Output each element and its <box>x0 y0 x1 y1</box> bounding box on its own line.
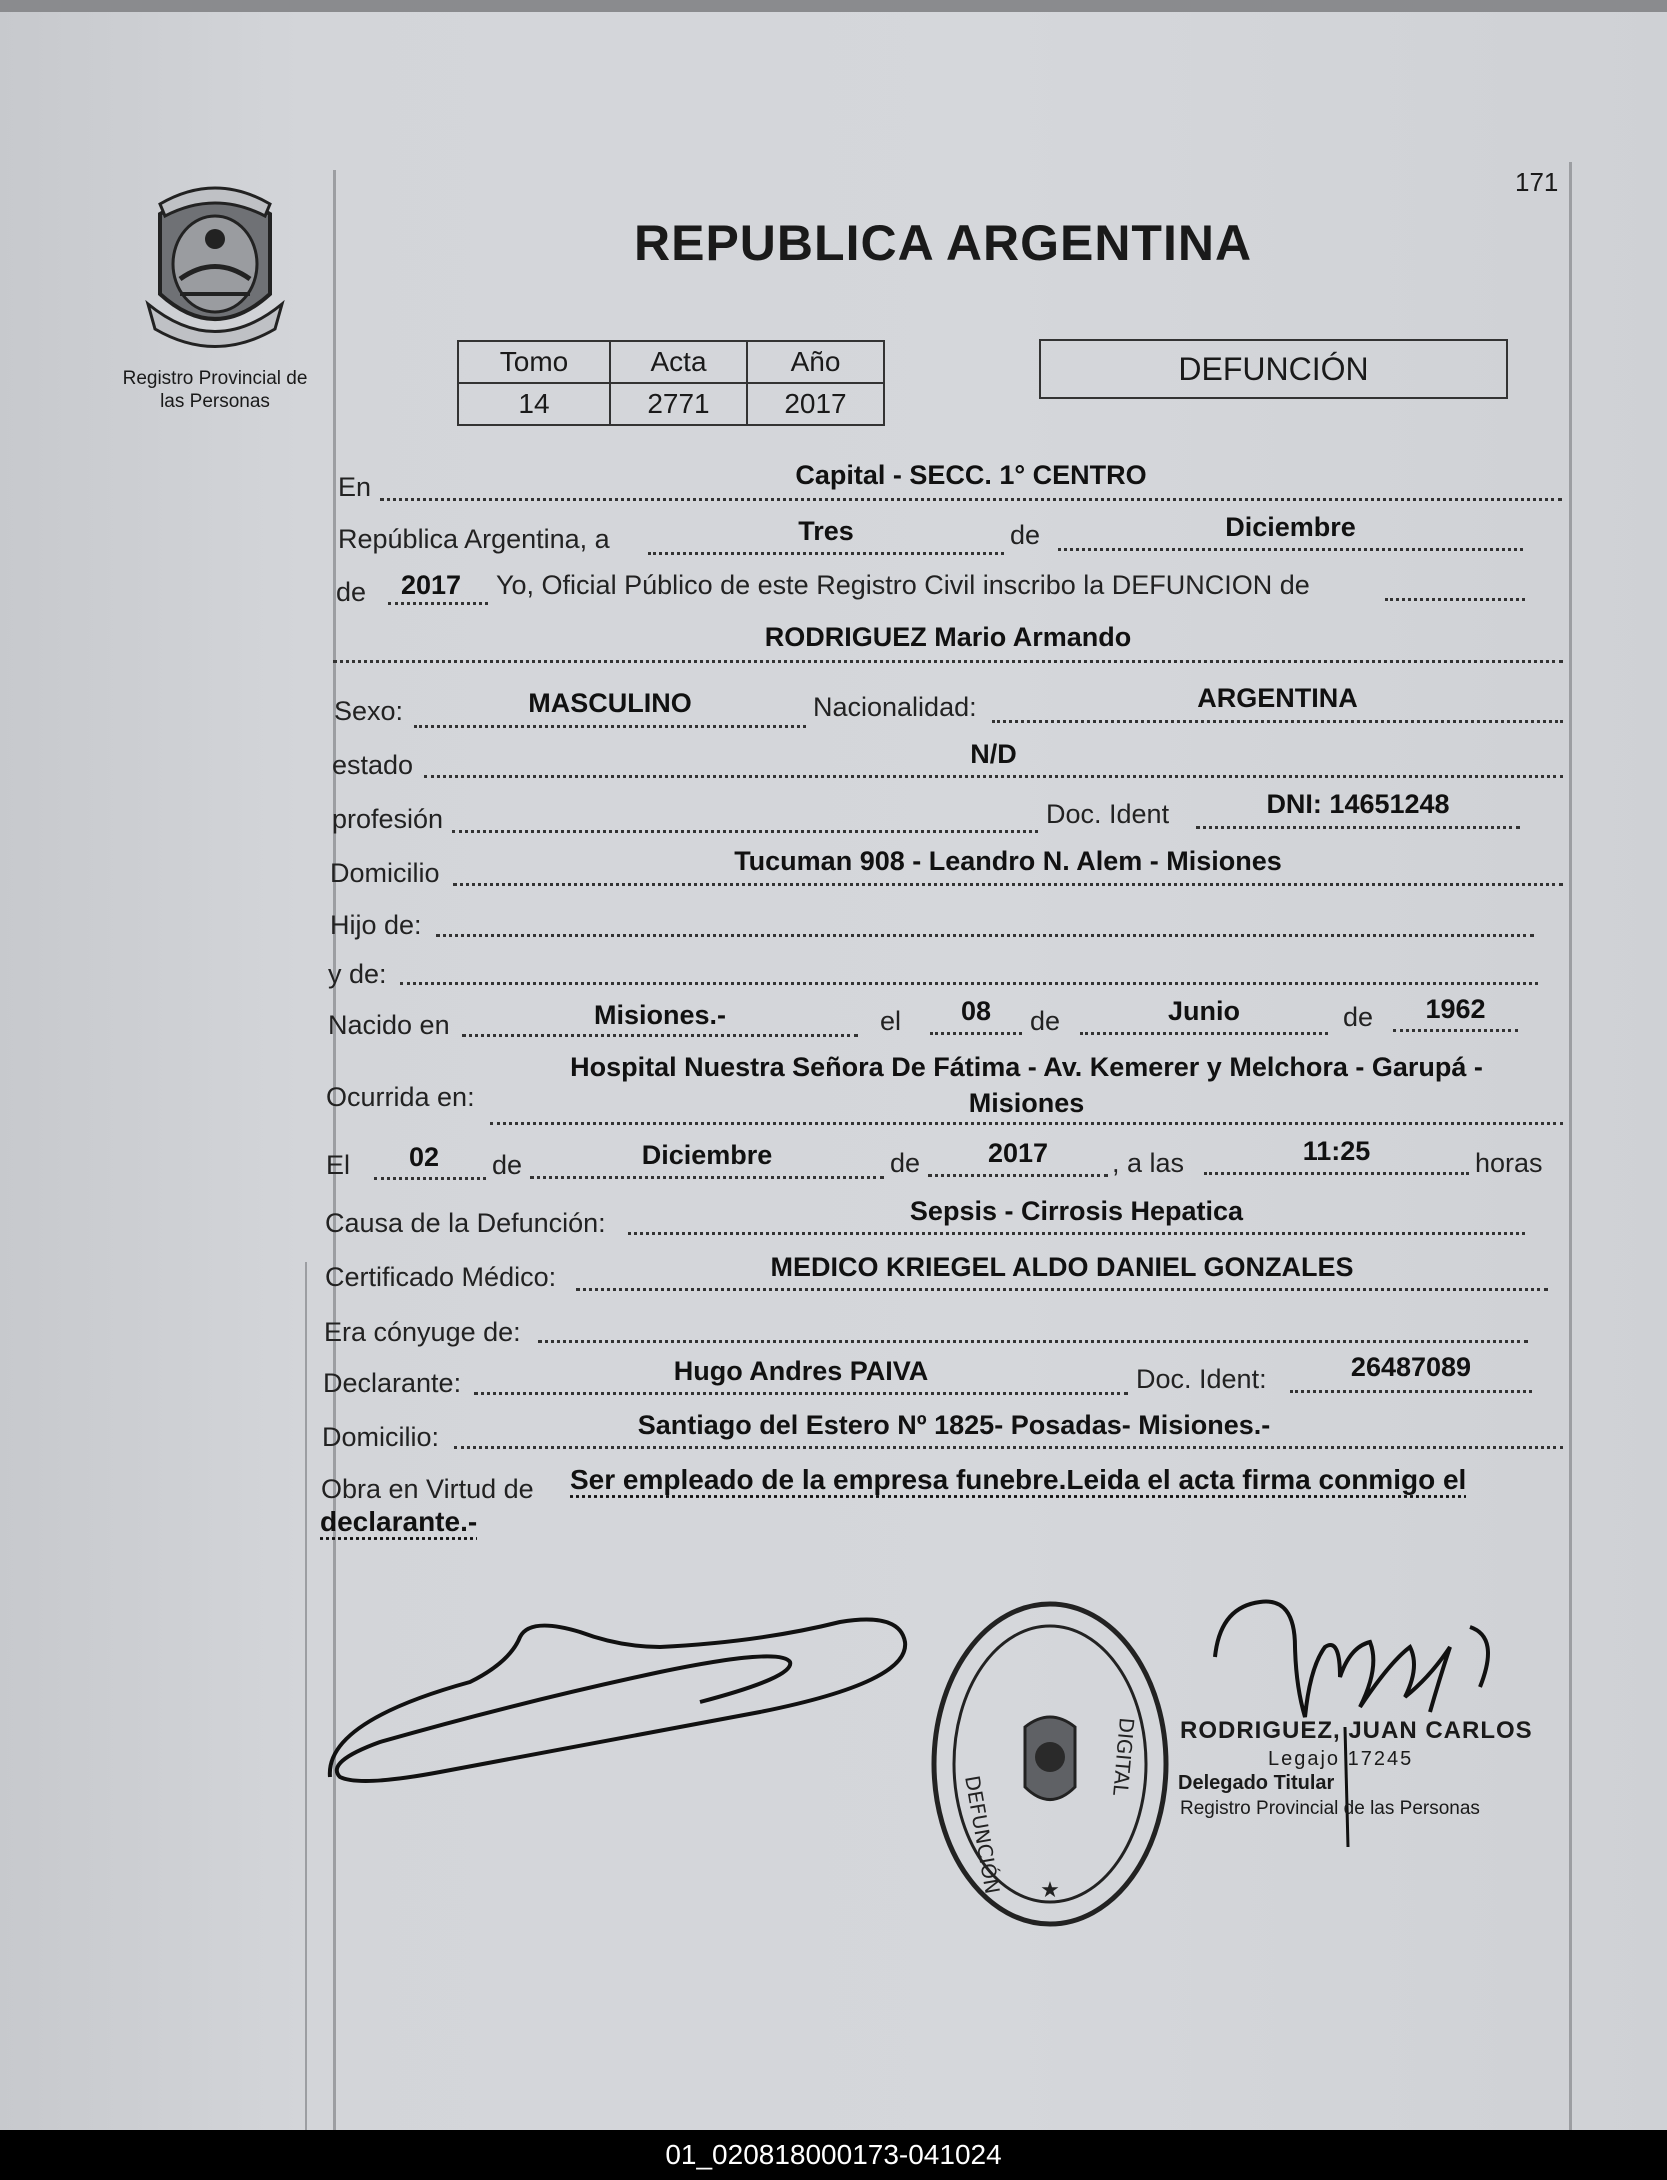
line-mes <box>1058 548 1523 551</box>
label-republica: República Argentina, a <box>338 524 610 554</box>
registry-line-2: las Personas <box>160 391 270 412</box>
line-domicilio-decl <box>454 1446 1563 1449</box>
label-yo-oficial: Yo, Oficial Público de este Registro Civil inscribo la DEFUNCION de <box>496 570 1310 600</box>
label-de-4: de <box>1343 1002 1374 1032</box>
value-nacionalidad: ARGENTINA <box>1197 683 1358 713</box>
line-declarante <box>474 1392 1128 1395</box>
label-de-6: de <box>890 1148 921 1178</box>
value-domicilio-decl: Santiago del Estero Nº 1825- Posadas- Misiones.- <box>637 1410 1271 1440</box>
ref-value-tomo: 14 <box>458 383 610 425</box>
line-nac-anio <box>1393 1029 1518 1032</box>
ref-value-anio: 2017 <box>747 383 884 425</box>
line-doc-ident <box>1196 826 1520 829</box>
value-declarante-doc: 26487089 <box>1350 1352 1472 1382</box>
registry-line-1: Registro Provincial de <box>122 368 308 389</box>
label-de-5: de <box>492 1150 523 1180</box>
label-declarante: Declarante: <box>323 1368 462 1398</box>
official-registro: Registro Provincial de las Personas <box>1180 1798 1480 1819</box>
line-en <box>380 498 1562 501</box>
page-title: REPUBLICA ARGENTINA <box>634 215 1253 271</box>
official-cargo: Delegado Titular <box>1178 1772 1335 1794</box>
label-domicilio: Domicilio <box>330 858 440 888</box>
label-hijo-de: Hijo de: <box>330 910 422 940</box>
label-nacionalidad: Nacionalidad: <box>813 692 977 722</box>
official-legajo: Legajo 17245 <box>1268 1748 1414 1770</box>
value-nac-dia: 08 <box>960 996 992 1026</box>
right-margin-line <box>1569 162 1572 2130</box>
page-number: 171 <box>1515 167 1559 197</box>
value-mes: Diciembre <box>1225 512 1356 542</box>
label-doc-ident-2: Doc. Ident: <box>1136 1364 1267 1394</box>
file-code-bar <box>0 2130 1667 2180</box>
value-def-anio: 2017 <box>987 1138 1049 1168</box>
left-margin-line-lower <box>305 1262 307 2130</box>
line-nombre <box>333 660 1563 663</box>
label-de-1: de <box>1010 520 1041 550</box>
label-estado: estado <box>332 750 414 780</box>
label-conyuge: Era cónyuge de: <box>324 1317 521 1347</box>
value-doc-ident: DNI: 14651248 <box>1266 789 1450 819</box>
official-seal-icon <box>925 1597 1175 1932</box>
label-profesion: profesión <box>332 804 444 834</box>
value-obra-l2: declarante.- <box>320 1506 478 1537</box>
ref-header-anio: Año <box>747 341 884 383</box>
value-nacido-en: Misiones.- <box>593 1000 727 1030</box>
value-obra-l1: Ser empleado de la empresa funebre.Leida el acta firma conmigo el <box>570 1464 1467 1495</box>
document-type-box: DEFUNCIÓN <box>1039 339 1508 399</box>
value-ocurrida-l2: Misiones <box>968 1088 1085 1118</box>
line-anio <box>388 602 488 605</box>
scanner-edge <box>0 0 1667 12</box>
value-sexo: MASCULINO <box>528 688 692 718</box>
value-def-hora: 11:25 <box>1302 1136 1371 1166</box>
label-nacido-en: Nacido en <box>328 1010 450 1040</box>
line-hijo-de <box>436 934 1534 937</box>
ref-value-acta: 2771 <box>610 383 747 425</box>
svg-text:★: ★ <box>1040 1878 1060 1903</box>
svg-text:DEFUNCIÓN: DEFUNCIÓN <box>960 1773 1005 1896</box>
label-el: el <box>880 1006 902 1036</box>
line-def-mes <box>530 1176 884 1179</box>
label-de-2: de <box>336 577 367 607</box>
label-causa: Causa de la Defunción: <box>325 1208 606 1238</box>
svg-text:DIGITAL: DIGITAL <box>1108 1716 1139 1797</box>
value-nac-mes: Junio <box>1168 996 1240 1026</box>
value-certificado: MEDICO KRIEGEL ALDO DANIEL GONZALES <box>770 1252 1354 1282</box>
label-a-las: , a las <box>1112 1148 1185 1178</box>
value-causa: Sepsis - Cirrosis Hepatica <box>909 1196 1244 1226</box>
line-estado <box>424 775 1563 778</box>
label-en: En <box>338 472 372 502</box>
line-causa <box>628 1232 1525 1235</box>
line-dia <box>648 552 1004 555</box>
misiones-crest-icon <box>140 184 290 354</box>
value-def-dia: 02 <box>408 1142 440 1172</box>
value-def-mes: Diciembre <box>641 1140 773 1170</box>
label-certificado: Certificado Médico: <box>325 1262 557 1292</box>
label-El: El <box>326 1150 351 1180</box>
line-certificado <box>576 1288 1548 1291</box>
line-yo-oficial <box>1385 598 1525 601</box>
reference-table <box>457 340 885 426</box>
declarant-signature-icon <box>320 1602 920 1802</box>
value-nombre: RODRIGUEZ Mario Armando <box>764 622 1132 652</box>
label-sexo: Sexo: <box>334 696 404 726</box>
line-ocurrida <box>490 1122 1563 1125</box>
line-nac-mes <box>1080 1032 1328 1035</box>
value-dia: Tres <box>798 516 854 546</box>
label-horas: horas <box>1475 1148 1543 1178</box>
value-lugar: Capital - SECC. 1° CENTRO <box>795 460 1147 490</box>
line-profesion <box>452 830 1038 833</box>
value-domicilio: Tucuman 908 - Leandro N. Alem - Misiones <box>734 846 1282 876</box>
registry-caption <box>95 367 335 413</box>
value-anio: 2017 <box>400 570 462 600</box>
value-estado: N/D <box>970 739 1017 769</box>
label-ocurrida-en: Ocurrida en: <box>326 1082 475 1112</box>
label-obra: Obra en Virtud de <box>321 1474 534 1504</box>
value-ocurrida-l1: Hospital Nuestra Señora De Fátima - Av. Kemerer y Melchora - Garupá - <box>570 1052 1483 1082</box>
file-code: 01_020818000173-041024 <box>665 2139 1002 2170</box>
ref-header-acta: Acta <box>610 341 747 383</box>
official-name: RODRIGUEZ, JUAN CARLOS <box>1180 1717 1533 1744</box>
line-nac-dia <box>930 1032 1022 1035</box>
line-y-de <box>400 982 1538 985</box>
certificate-sheet <box>0 12 1667 2130</box>
line-def-dia <box>374 1177 486 1180</box>
label-doc-ident: Doc. Ident <box>1046 799 1170 829</box>
line-domicilio <box>453 883 1563 886</box>
value-nac-anio: 1962 <box>1425 994 1486 1024</box>
line-def-hora <box>1204 1172 1469 1175</box>
line-declarante-doc <box>1290 1390 1532 1393</box>
value-declarante: Hugo Andres PAIVA <box>673 1356 929 1386</box>
label-domicilio-2: Domicilio: <box>322 1422 440 1452</box>
line-def-anio <box>928 1174 1108 1177</box>
label-y-de: y de: <box>328 959 387 989</box>
line-conyuge <box>538 1340 1528 1343</box>
label-de-3: de <box>1030 1006 1061 1036</box>
line-nacionalidad <box>992 720 1563 723</box>
ref-header-tomo: Tomo <box>458 341 610 383</box>
line-sexo <box>414 725 806 728</box>
line-nacido-en <box>462 1034 858 1037</box>
